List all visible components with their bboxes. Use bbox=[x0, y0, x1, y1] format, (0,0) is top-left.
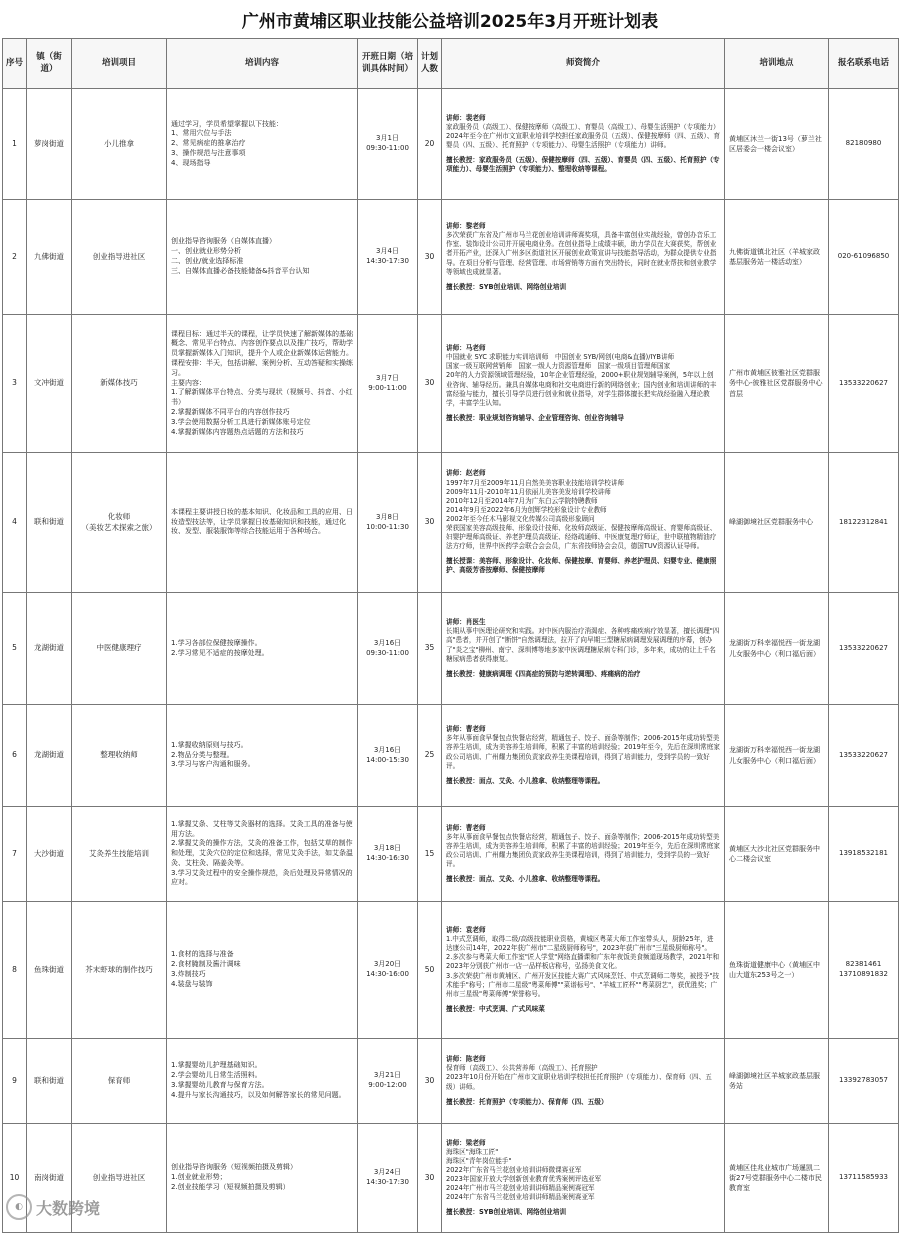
cell-place: 龙湖街万科幸福悦西一街龙湖儿女服务中心（利口福后面） bbox=[725, 593, 829, 705]
teacher-name: 讲师：梁老师 bbox=[446, 1138, 486, 1147]
table-header-row bbox=[3, 39, 899, 89]
cell-phone: 13533220627 bbox=[829, 315, 899, 453]
teacher-name: 讲师：曹老师 bbox=[446, 725, 486, 734]
cell-project: 整理收纳师 bbox=[72, 705, 167, 807]
teacher-name: 讲师：赵老师 bbox=[446, 469, 486, 478]
cell-count: 30 bbox=[418, 315, 442, 453]
cell-content: 1.掌握收纳原则与技巧。 2.物品分类与整理。 3.学习与客户沟通和服务。 bbox=[167, 705, 358, 807]
cell-place: 黄埔区大沙北社区党群服务中心二楼会议室 bbox=[725, 807, 829, 902]
cell-date: 3月16日 14:00-15:30 bbox=[358, 705, 418, 807]
watermark bbox=[6, 1194, 100, 1220]
teacher-specialty: 擅长授课：美容师、形象设计、化妆师、保健按摩、育婴师、养老护理员、妇婴专业、健康照护、高级芳香按摩师、保健按摩师 bbox=[446, 557, 717, 575]
cell-count: 30 bbox=[418, 1124, 442, 1233]
teacher-desc: 1.中式烹调师，取得二级/高级技能职业资格，黄城区粤菜大师工作室带头人，厨龄25年，进达康公司14年，2022年获广州市"二星级厨师称号"，2023年获广州市"三星级厨师称号"。 2.多次参与粤菜大师工作室"匠人学堂"网络直播课和广东年夜饭美食频道现场教学，2021年和2023年分别获广州市一店一品样板店称号，弘扬美食文化。 3.多次荣获广州市黄埔区、广州开发区技能大赛广式风味烹饪、中式烹调师二等奖，被授予"技术能手"称号；广州市二星级"粤菜师傅""菜谱标号"、"羊城工匠杯""粤菜厨艺"，获优胜奖；广州市三星级"粤菜师傅"荣誉称号。 bbox=[446, 935, 720, 998]
training-plan-table bbox=[2, 38, 899, 1233]
cell-no: 8 bbox=[3, 902, 27, 1039]
cell-date: 3月21日 9:00-12:00 bbox=[358, 1039, 418, 1124]
cell-date: 3月8日 10:00-11:30 bbox=[358, 453, 418, 593]
teacher-specialty: 擅长教授：中式烹调、广式风味菜 bbox=[446, 1004, 545, 1013]
cell-date: 3月18日 14:30-16:30 bbox=[358, 807, 418, 902]
teacher-specialty: 擅长教授：职业规划咨询辅导、企业管理咨询、创业咨询辅导 bbox=[446, 413, 625, 422]
header-street: 镇（街道） bbox=[27, 39, 72, 89]
cell-place: 峰湖御境社区党群服务中心 bbox=[725, 453, 829, 593]
cell-phone: 13918532181 bbox=[829, 807, 899, 902]
cell-street: 联和街道 bbox=[27, 453, 72, 593]
teacher-desc: 多年从事面食早餐包点快餐店经营，精通包子、饺子、面条等制作；2006-2015年成功转型美容养生培训，成为美容养生培训师，积累了丰富的培训经验；2019年至今，先后在深圳常庭家政公司培训、广州耀力集团负责家政养生美课程培训，得到了培训能力，受到学员的一致好评。 bbox=[446, 734, 720, 770]
cell-phone: 13533220627 bbox=[829, 593, 899, 705]
cell-content: 通过学习，学员希望掌握以下技能： 1、常用穴位与手法 2、常见病症的推拿治疗 3、操作规范与注意事项 4、现场指导 bbox=[167, 89, 358, 200]
cell-no: 9 bbox=[3, 1039, 27, 1124]
cell-count: 30 bbox=[418, 1039, 442, 1124]
cell-date: 3月20日 14:30-16:00 bbox=[358, 902, 418, 1039]
header-phone: 报名联系电话 bbox=[829, 39, 899, 89]
cell-project: 保育师 bbox=[72, 1039, 167, 1124]
cell-count: 30 bbox=[418, 453, 442, 593]
teacher-specialty: 擅长教授：SYB创业培训、网络创业培训 bbox=[446, 282, 567, 291]
cell-content: 1.学习各部位保健按摩操作。 2.学习常见不适症的按摩处理。 bbox=[167, 593, 358, 705]
cell-count: 15 bbox=[418, 807, 442, 902]
table-row bbox=[3, 1124, 899, 1233]
header-content: 培训内容 bbox=[167, 39, 358, 89]
teacher-specialty: 擅长教授：面点、艾灸、小儿推拿、收纳整理等课程。 bbox=[446, 875, 605, 884]
cell-project: 芥末虾球的制作技巧 bbox=[72, 902, 167, 1039]
cell-phone: 13533220627 bbox=[829, 705, 899, 807]
cell-date: 3月7日 9:00-11:00 bbox=[358, 315, 418, 453]
cell-street: 南岗街道 bbox=[27, 1124, 72, 1233]
cell-street: 文冲街道 bbox=[27, 315, 72, 453]
cell-project: 新媒体技巧 bbox=[72, 315, 167, 453]
cell-project: 艾灸养生技能培训 bbox=[72, 807, 167, 902]
header-date: 开班日期（培训具体时间） bbox=[358, 39, 418, 89]
cell-place: 峰湖御境社区羊城家政基层服务站 bbox=[725, 1039, 829, 1124]
cell-project: 中医健康理疗 bbox=[72, 593, 167, 705]
cell-date: 3月4日 14:30-17:30 bbox=[358, 200, 418, 315]
cell-project: 小儿推拿 bbox=[72, 89, 167, 200]
cell-content: 创业指导咨询服务（短视频拍摄及剪辑） 1.创业就业形势； 2.创业技能学习（短视频拍摄及剪辑） bbox=[167, 1124, 358, 1233]
teacher-specialty: 擅长教授：健康病调理《四高症的预防与逆转调理》、疼痛病的治疗 bbox=[446, 669, 641, 678]
cell-content: 课程目标：通过半天的课程，让学员快速了解新媒体的基础概念、常见平台特点、内容创作要点以及推广技巧，帮助学员掌握新媒体入门知识，提升个人或企业新媒体运营能力。 课程安排：半天，包括讲解、案例分析、互动答疑和实操练习。 主要内容： 1.了解新媒体平台特点、分类与现状（视频号、抖音、小红书） 2.掌握新媒体不同平台的内容创作技巧 3.学会使用数据分析工具进行新媒体账号定位 4.掌握新媒体内容题热点话题的方法和技巧 bbox=[167, 315, 358, 453]
header-no: 序号 bbox=[3, 39, 27, 89]
table-row bbox=[3, 1039, 899, 1124]
brand-logo-icon: ◐ bbox=[6, 1194, 32, 1220]
teacher-name: 讲师：黎老师 bbox=[446, 222, 486, 231]
cell-phone: 82381461 13710891832 bbox=[829, 902, 899, 1039]
teacher-specialty: 擅长教授：面点、艾灸、小儿推拿、收纳整理等课程。 bbox=[446, 776, 605, 785]
table-row bbox=[3, 902, 899, 1039]
header-project: 培训项目 bbox=[72, 39, 167, 89]
teacher-desc: 多次荣获广东省及广州市马兰花创业培训讲师赛奖项，具备丰富创业实战经验，曾创办音乐工作室、装饰设计公司并开展电商业务。在创业指导上成绩丰硕，助力学员在大赛获奖，帮创业者开拓产业，还深入广州多区街道社区开展创业政策宣讲与技能指导活动，为群众提供专业指导。在项目分析与管理、经营管理、市场营销等方面有突出特长，同时在就业帮扶和创业教学等领域也成就显著。 bbox=[446, 231, 717, 276]
cell-count: 30 bbox=[418, 200, 442, 315]
cell-no: 7 bbox=[3, 807, 27, 902]
cell-phone: 82180980 bbox=[829, 89, 899, 200]
page-title: 广州市黄埔区职业技能公益培训2025年3月开班计划表 bbox=[241, 11, 659, 32]
teacher-name: 讲师：肖医生 bbox=[446, 618, 486, 627]
cell-phone: 13392783057 bbox=[829, 1039, 899, 1124]
cell-phone: 13711585933 bbox=[829, 1124, 899, 1233]
teacher-name: 讲师：马老师 bbox=[446, 344, 486, 353]
watermark-text: 大数跨境 bbox=[36, 1198, 101, 1218]
cell-teacher bbox=[442, 902, 725, 1039]
table-row bbox=[3, 200, 899, 315]
teacher-desc: 中国就业 SYC 求职能力实训培训师 中国创业 SYB/网创(电商&直播)/IYB讲师 国家一级互联网营销师 国家一级人力资源管理师 国家一级项目管理师国家 20年的人力资源领域管理经验，10年企业管理经验，2000+职业规划辅导案例，5年以上创业咨询、辅导经历。兼具自媒体电商和社交电商进行新的网络创业；国内创业和培训讲师的丰富经验与能力，擅长引导学员进行创业和就业指导，对学生群体擅长把实战经验融入理论教学，丰富学生认知。 bbox=[446, 353, 717, 407]
cell-no: 1 bbox=[3, 89, 27, 200]
cell-count: 50 bbox=[418, 902, 442, 1039]
cell-no: 10 bbox=[3, 1124, 27, 1233]
cell-project: 创业指导进社区 bbox=[72, 1124, 167, 1233]
cell-teacher bbox=[442, 1039, 725, 1124]
cell-project: 创业指导进社区 bbox=[72, 200, 167, 315]
teacher-name: 讲师：曹老师 bbox=[446, 823, 486, 832]
teacher-desc: 长期从事中医理论研究和实践。对中医内服治疗消渴症、各种疼痛疾病疗效显著，擅长调理"四高"患者，并开创了"断饼"自然调理法，拉开了向早期三型糖尿病调理发展调理的序幕，创办了"炎之宝"柳州、南宁、深圳博等地多家中医调理糖尿病专科门诊，多年来，成功的让上千名糖尿病患者获得康复。 bbox=[446, 627, 720, 663]
cell-teacher bbox=[442, 593, 725, 705]
cell-no: 4 bbox=[3, 453, 27, 593]
cell-no: 6 bbox=[3, 705, 27, 807]
cell-phone: 020-61096850 bbox=[829, 200, 899, 315]
cell-street: 联和街道 bbox=[27, 1039, 72, 1124]
teacher-desc: 多年从事面食早餐包点快餐店经营，精通包子、饺子、面条等制作；2006-2015年成功转型美容养生培训，成为美容养生培训师，积累了丰富的培训经验；2019年至今，先后在深圳常庭家政公司培训、广州耀力集团负责家政养生美课程培训，得到了培训能力，受到学员的一致好评。 bbox=[446, 832, 720, 869]
cell-content: 本课程主要讲授日妆的基本知识、化妆品和工具的应用、日妆造型技法等，让学员掌握日妆基础知识和技能，通过化妆、发型、服装服饰等综合技能运用于各种场合。 bbox=[167, 453, 358, 593]
cell-count: 35 bbox=[418, 593, 442, 705]
cell-content: 创业指导咨询服务（自媒体直播） 一、创业就业形势分析 二、创业/就业选择标准 三、自媒体直播必备技能储备&抖音平台认知 bbox=[167, 200, 358, 315]
header-place: 培训地点 bbox=[725, 39, 829, 89]
header-teacher: 师资简介 bbox=[442, 39, 725, 89]
teacher-desc: 保育师（高级工）、公共营养师（高级工）、托育照护 2023年10月份开始在广州市文宣职业培训学校担任托育照护（专项能力）、保育师（四、五级）讲师。 bbox=[446, 1064, 712, 1091]
teacher-name: 讲师：裴老师 bbox=[446, 113, 486, 122]
cell-no: 3 bbox=[3, 315, 27, 453]
cell-street: 大沙街道 bbox=[27, 807, 72, 902]
cell-street: 鱼珠街道 bbox=[27, 902, 72, 1039]
cell-phone: 18122312841 bbox=[829, 453, 899, 593]
cell-street: 萝岗街道 bbox=[27, 89, 72, 200]
cell-count: 25 bbox=[418, 705, 442, 807]
cell-date: 3月24日 14:30-17:30 bbox=[358, 1124, 418, 1233]
table-row bbox=[3, 315, 899, 453]
teacher-specialty: 擅长教授：SYB创业培训、网络创业培训 bbox=[446, 1208, 567, 1217]
cell-count: 20 bbox=[418, 89, 442, 200]
cell-no: 2 bbox=[3, 200, 27, 315]
cell-teacher bbox=[442, 315, 725, 453]
table-row bbox=[3, 807, 899, 902]
cell-place: 鱼珠街道健康中心（黄埔区中山大道东253号之一） bbox=[725, 902, 829, 1039]
teacher-name: 讲师：陈老师 bbox=[446, 1055, 486, 1064]
teacher-specialty: 擅长教授：托育照护（专项能力）、保育师（四、五级） bbox=[446, 1097, 608, 1106]
teacher-name: 讲师：袁老师 bbox=[446, 926, 486, 935]
cell-date: 3月16日 09:30-11:00 bbox=[358, 593, 418, 705]
cell-place: 黄埔区佳兆业城市广场暹凯二街27号党群服务中心二楼市民教育室 bbox=[725, 1124, 829, 1233]
cell-street: 龙湖街道 bbox=[27, 705, 72, 807]
cell-content: 1.掌握婴幼儿护理基础知识。 2.学会婴幼儿日常生活照料。 3.掌握婴幼儿教育与保育方法。 4.提升与家长沟通技巧，以及如何解答家长的常见问题。 bbox=[167, 1039, 358, 1124]
cell-teacher bbox=[442, 705, 725, 807]
table-row bbox=[3, 453, 899, 593]
table-row bbox=[3, 593, 899, 705]
teacher-desc: 海珠区"海珠工匠" 海珠区"青年岗位能手" 2022年广东省马兰花创业培训讲师微课赛亚军 2023年国家开放大学创新创业教育优秀案例评选亚军 2024年广州市马兰花创业培训讲师精品案例赛冠军 2024年广东省马兰花创业培训讲师精品案例赛亚军 bbox=[446, 1147, 602, 1202]
header-count: 计划人数 bbox=[418, 39, 442, 89]
teacher-specialty: 擅长教授：家政服务员（五级）、保健按摩师（四、五级）、育婴员（四、五级）、托育照护（专项能力）、母婴生活照护（专项能力）、整理收纳等课程。 bbox=[446, 156, 720, 174]
cell-teacher bbox=[442, 200, 725, 315]
cell-teacher bbox=[442, 1124, 725, 1233]
cell-place: 黄埔区沐兰一街13号（萝兰社区居委会一楼会议室） bbox=[725, 89, 829, 200]
table-row bbox=[3, 705, 899, 807]
cell-content: 1.食材的选择与准备 2.食材腌制及酱汁调味 3.炸制技巧 4.装盘与装饰 bbox=[167, 902, 358, 1039]
cell-project: 化妆师 （美妆艺术探索之旅） bbox=[72, 453, 167, 593]
cell-teacher bbox=[442, 807, 725, 902]
cell-content: 1.掌握艾条、艾柱等艾灸器材的选择。艾灸工具的准备与使用方法。 2.掌握艾灸的操作方法，艾灸的准备工作，包括艾草的制作和处理，艾灸穴位的定位和选择，常见艾灸手法，如艾条温灸、艾柱灸、隔姜灸等。 3.学习艾灸过程中的安全操作规范，灸后处理及异常情况的应对。 bbox=[167, 807, 358, 902]
cell-place: 龙湖街万科幸福悦西一街龙湖儿女服务中心（利口福后面） bbox=[725, 705, 829, 807]
cell-place: 九佛街道镇北社区（羊城家政基层服务站一楼活动室） bbox=[725, 200, 829, 315]
cell-place: 广州市黄埔区彼雅社区党群服务中心-彼雅社区党群服务中心首层 bbox=[725, 315, 829, 453]
teacher-desc: 1997年7月至2009年11月自然美美容职业技能培训学校讲师 2009年11月-2010年11月依丽儿美容美发培训学校讲师 2010年12月至2014年7月为广东白云学院特聘教师 2014年9月至2022年6月为创辉学校形象设计专业教师 2002年至今任木马影视文化传媒公司高级形象顾问 荣获国家美容高级技师、形象设计技师、化妆师高级证、保健按摩师高级证、育婴师高级证、妇婴护理师高级证、养老护理员高级证、经络疏通师、中医康复理疗师证，世中联植物精油疗法方疗师，世界中医药学会联合会会员，广东省技师协会会员，德国TUV资源认证导师。 bbox=[446, 478, 717, 551]
cell-teacher bbox=[442, 453, 725, 593]
teacher-desc: 家政服务员（高级工）、保健按摩师（高级工）、育婴员（高级工）、母婴生活照护（专项能力） 2024年至今在广州市文宣职业培训学校担任家政服务员（五级）、保健按摩师（四、五级）、育婴员（四、五级）、托育照护（专项能力）、母婴生活照护（专项能力）讲师。 bbox=[446, 122, 720, 149]
table-row bbox=[3, 89, 899, 200]
cell-street: 九佛街道 bbox=[27, 200, 72, 315]
cell-no: 5 bbox=[3, 593, 27, 705]
cell-teacher bbox=[442, 89, 725, 200]
cell-date: 3月1日 09:30-11:00 bbox=[358, 89, 418, 200]
cell-street: 龙湖街道 bbox=[27, 593, 72, 705]
